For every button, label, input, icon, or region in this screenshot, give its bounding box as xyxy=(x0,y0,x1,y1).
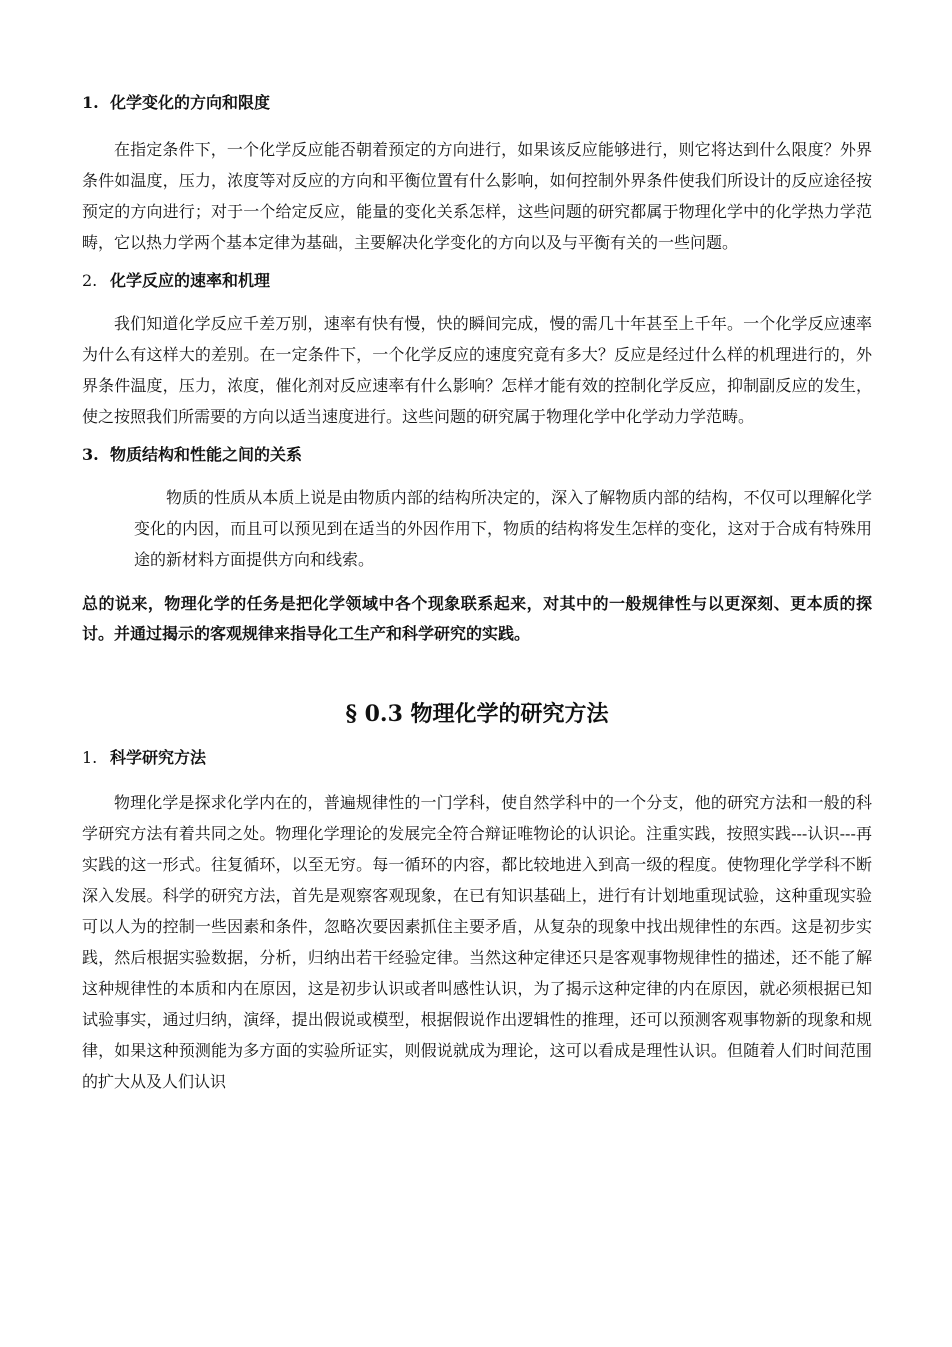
section-1-heading xyxy=(82,92,872,114)
section-3-number: 3. xyxy=(82,445,99,464)
section-3-body: 物质的性质从本质上说是由物质内部的结构所决定的，深入了解物质内部的结构，不仅可以理解化学变化的内因，而且可以预见到在适当的外因作用下，物质的结构将发生怎样的变化，这对于合成有特殊用途的新材料方面提供方向和线索。 xyxy=(134,488,872,569)
section-2-body: 我们知道化学反应千差万别，速率有快有慢，快的瞬间完成，慢的需几十年甚至上千年。一个化学反应速率为什么有这样大的差别。在一定条件下，一个化学反应的速度究竟有多大？反应是经过什么样的机理进行的，外界条件温度，压力，浓度，催化剂对反应速率有什么影响？怎样才能有效的控制化学反应，抑制副反应的发生，使之按照我们所需要的方向以适当速度进行。这些问题的研究属于物理化学中化学动力学范畴。 xyxy=(82,314,872,426)
method-heading xyxy=(82,747,872,769)
section-1-body: 在指定条件下，一个化学反应能否朝着预定的方向进行，如果该反应能够进行，则它将达到什么限度？外界条件如温度，压力，浓度等对反应的方向和平衡位置有什么影响，如何控制外界条件使我们所设计的反应途径按预定的方向进行；对于一个给定反应，能量的变化关系怎样，这些问题的研究都属于物理化学中的化学热力学范畴，它以热力学两个基本定律为基础，主要解决化学变化的方向以及与平衡有关的一些问题。 xyxy=(82,140,872,252)
section-2-number: 2. xyxy=(82,271,98,290)
method-number: 1. xyxy=(82,748,98,767)
section-title: § 0.3 物理化学的研究方法 xyxy=(345,701,609,727)
method-title: 科学研究方法 xyxy=(110,748,207,767)
section-2-title: 化学反应的速率和机理 xyxy=(110,271,271,290)
section-1-number: 1. xyxy=(82,93,99,112)
section-3-heading xyxy=(82,444,872,466)
summary-paragraph: 总的说来，物理化学的任务是把化学领域中各个现象联系起来，对其中的一般规律性与以更深刻、更本质的探讨。并通过揭示的客观规律来指导化工生产和科学研究的实践。 xyxy=(82,594,872,643)
method-body: 物理化学是探求化学内在的，普遍规律性的一门学科，使自然学科中的一个分支，他的研究方法和一般的科学研究方法有着共同之处。物理化学理论的发展完全符合辩证唯物论的认识论。注重实践，按照实践---认识---再实践的这一形式。往复循环，以至无穷。每一循环的内容，都比较地进入到高一级的程度。使物理化学学科不断深入发展。科学的研究方法，首先是观察客观现象，在已有知识基础上，进行有计划地重现试验，这种重现实验可以人为的控制一些因素和条件，忽略次要因素抓住主要矛盾，从复杂的现象中找出规律性的东西。这是初步实践，然后根据实验数据，分析，归纳出若干经验定律。当然这种定律还只是客观事物规律性的描述，还不能了解这种规律性的本质和内在原因，这是初步认识或者叫感性认识，为了揭示这种定律的内在原因，就必须根据已知试验事实，通过归纳，演绎，提出假说或模型，根据假说作出逻辑性的推理，还可以预测客观事物新的现象和规律，如果这种预测能为多方面的实验所证实，则假说就成为理论，这可以看成是理性认识。但随着人们时间范围的扩大从及人们认识 xyxy=(82,793,872,1091)
section-3-title: 物质结构和性能之间的关系 xyxy=(110,445,303,464)
document-page xyxy=(82,92,872,1097)
section-1-title: 化学变化的方向和限度 xyxy=(110,93,271,112)
section-2-heading xyxy=(82,270,872,292)
